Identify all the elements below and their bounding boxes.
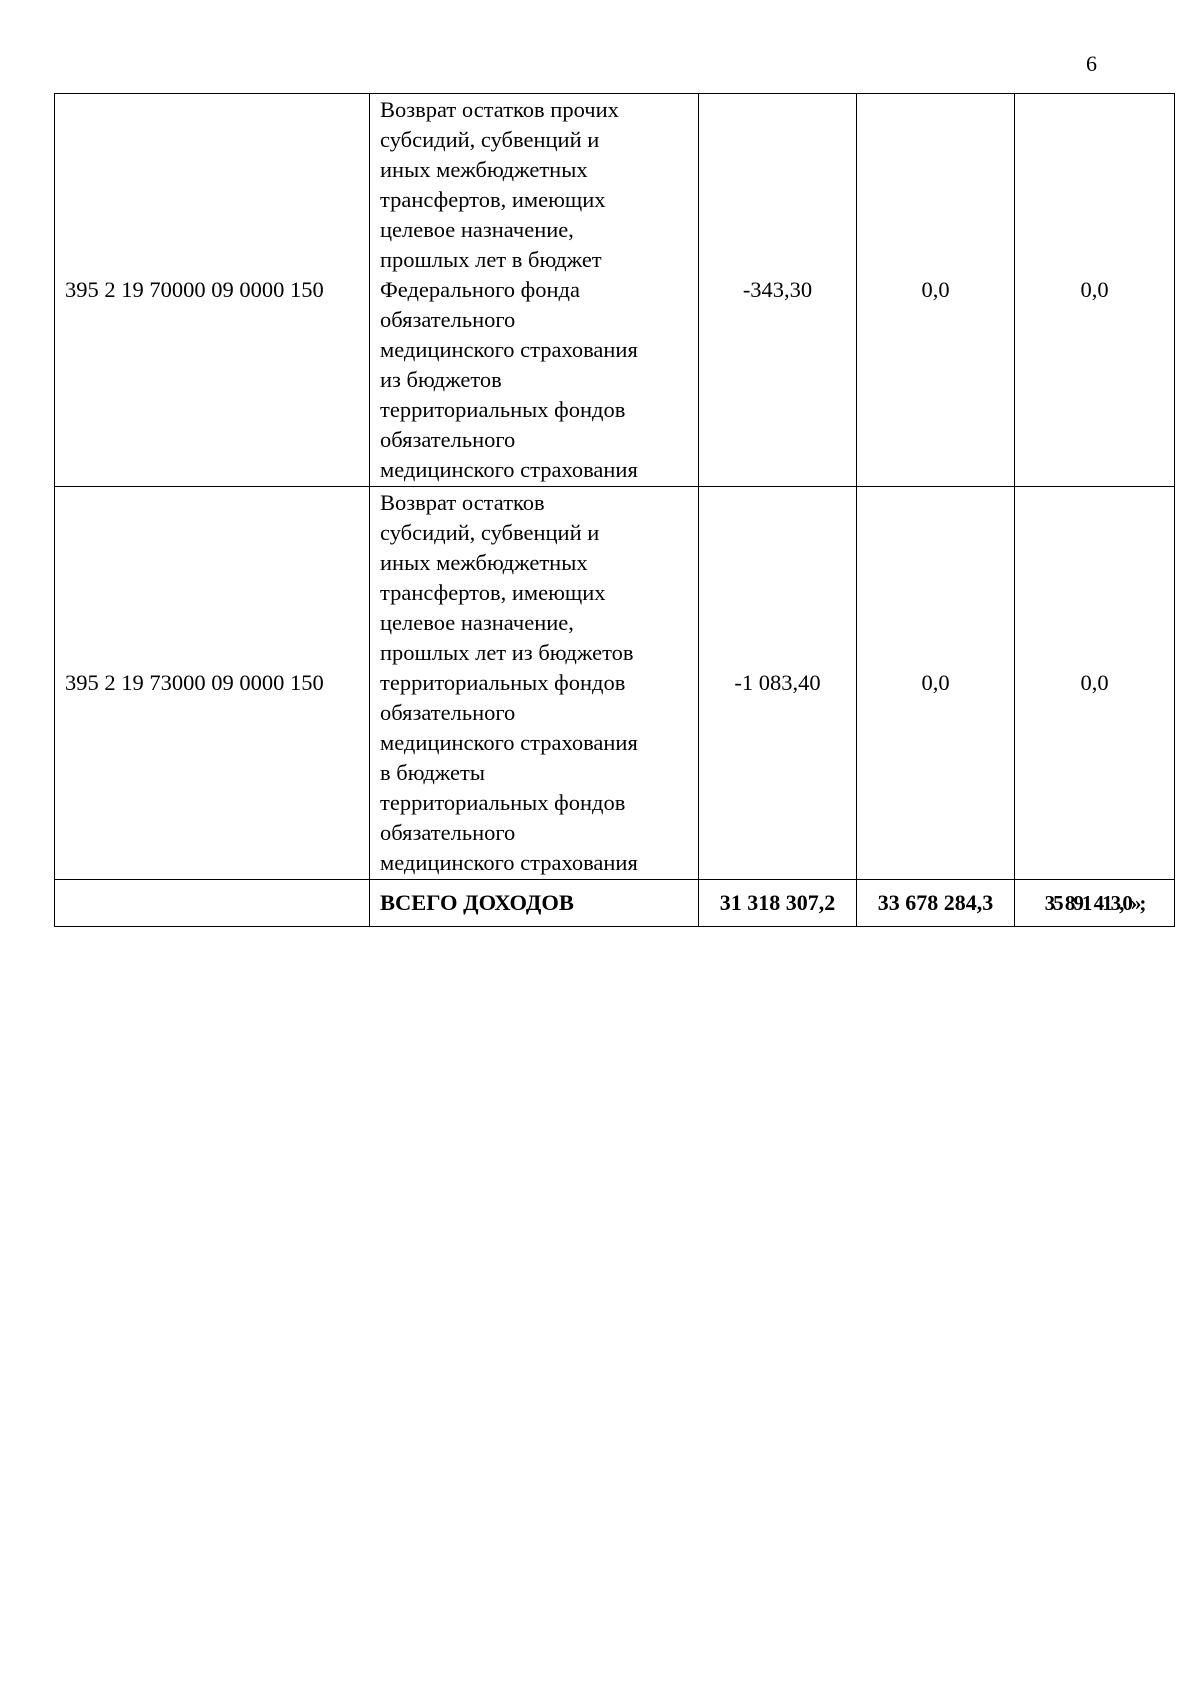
total-year3-cell: [1015, 880, 1175, 927]
budget-code-cell: 395 2 19 73000 09 0000 150: [55, 487, 370, 880]
revenue-table: [54, 93, 1175, 927]
total-year1-cell: 31 318 307,2: [699, 880, 857, 927]
budget-code-cell: 395 2 19 70000 09 0000 150: [55, 94, 370, 487]
value-year1-cell: -343,30: [699, 94, 857, 487]
total-row: [55, 880, 1175, 927]
page-number: 6: [1086, 51, 1097, 76]
value-year2-cell: 0,0: [857, 94, 1015, 487]
value-year3-cell: 0,0: [1015, 487, 1175, 880]
table-row: [55, 487, 1175, 880]
table-row: [55, 94, 1175, 487]
value-year1-cell: -1 083,40: [699, 487, 857, 880]
total-label-cell: ВСЕГО ДОХОДОВ: [370, 880, 699, 927]
revenue-name-cell: Возврат остатков субсидий, субвенций и иных межбюджетных трансфертов, имеющих целевое назначение, прошлых лет из бюджетов территориальных фондов обязательного медицинского страхования в бюджеты территориальных фондов обязательного медицинского страхования: [370, 487, 699, 880]
total-code-cell: [55, 880, 370, 927]
total-year3-value: 35 891 413,0»;: [1044, 891, 1145, 915]
value-year2-cell: 0,0: [857, 487, 1015, 880]
value-year3-cell: 0,0: [1015, 94, 1175, 487]
revenue-name-cell: Возврат остатков прочих субсидий, субвенций и иных межбюджетных трансфертов, имеющих целевое назначение, прошлых лет в бюджет Федерального фонда обязательного медицинского страхования из бюджетов территориальных фондов обязательного медицинского страхования: [370, 94, 699, 487]
total-year2-cell: 33 678 284,3: [857, 880, 1015, 927]
